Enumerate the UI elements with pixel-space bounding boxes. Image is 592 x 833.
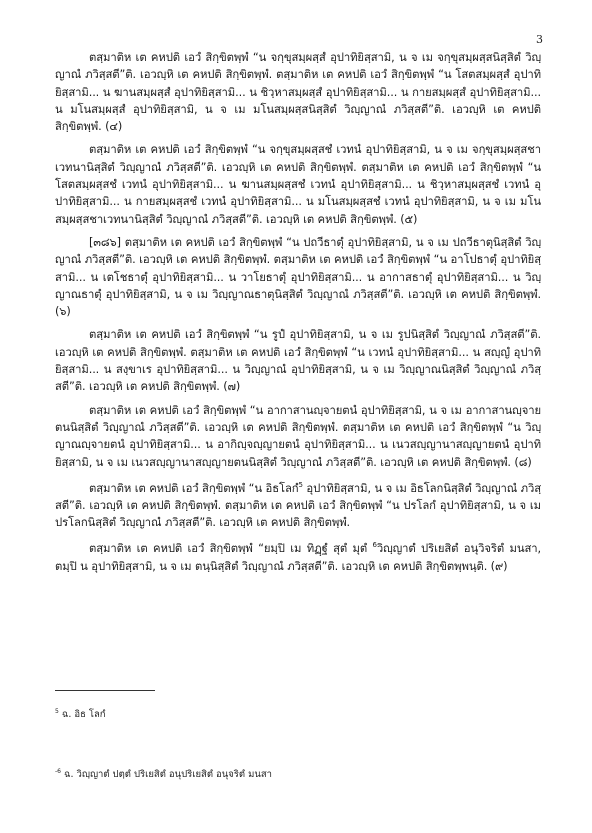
paragraph-4: ตสฺมาติห เต คหปติ เอวํ สิกฺขิตพฺพํ “น จกฺขุสมฺผสฺสํ อุปาทิยิสฺสามิ, น จ เม จกฺขุสมฺผสฺสนิสฺสิตํ วิญฺญาณํ ภวิสฺสตี”ติ. เอวญฺหิ เต คหปติ สิกฺขิตพฺพํ. ตสฺมาติห เต คหปติ เอวํ สิกฺขิตพฺพํ “น โสตสมฺผสฺสํ อุปาทิยิสฺสามิ... น ฆานสมฺผสฺสํ อุปาทิยิสฺสามิ... น ชิวฺหาสมฺผสฺสํ อุปาทิยิสฺสามิ... น กายสมฺผสฺสํ อุปาทิยิสฺสามิ... น มโนสมฺผสฺสํ อุปาทิยิสฺสามิ, น จ เม มโนสมฺผสฺสนิสฺสิตํ วิญฺญาณํ ภวิสฺสตี”ติ. เอวญฺหิ เต คหปติ สิกฺขิตพฺพํ. (๔) [55,51,541,134]
page-number: 3 [536,33,543,46]
paragraph-text: ตสฺมาติห เต คหปติ เอวํ สิกฺขิตพฺพํ “น อิธโลกํ [89,481,299,495]
paragraph-9 [55,537,541,574]
footnote-ref[interactable]: 6 [372,541,377,550]
paragraph-text: วิญฺญาตํ ปริเยสิตํ อนุวิจริตํ มนสา, ตมฺปิ น อุปาทิยิสฺสามิ, น จ เม ตนฺนิสฺสิตํ วิญฺญาณํ ภวิสฺสตี”ติ. เอวญฺหิ เต คหปติ สิกฺขิตพฺพนฺติ. (๙) [55,542,541,573]
paragraph-6: [๓๘๖] ตสฺมาติห เต คหปติ เอวํ สิกฺขิตพฺพํ “น ปถวีธาตุํ อุปาทิยิสฺสามิ, น จ เม ปถวีธาตุนิสฺสิตํ วิญฺญาณํ ภวิสฺสตี”ติ. เอวญฺหิ เต คหปติ สิกฺขิตพฺพํ. ตสฺมาติห เต คหปติ เอวํ สิกฺขิตพฺพํ “น อาโปธาตุํ อุปาทิยิสฺสามิ... น เตโชธาตุํ อุปาทิยิสฺสามิ... น วาโยธาตุํ อุปาทิยิสฺสามิ... น อากาสธาตุํ อุปาทิยิสฺสามิ... น วิญฺญาณธาตุํ อุปาทิยิสฺสามิ, น จ เม วิญฺญาณธาตุนิสฺสิตํ วิญฺญาณํ ภวิสฺสตี”ติ. เอวญฺหิ เต คหปติ สิกฺขิตพฺพํ. (๖) [55,235,541,319]
paragraph-idhaloka [55,477,541,532]
paragraph-7: ตสฺมาติห เต คหปติ เอวํ สิกฺขิตพฺพํ “น รูปํ อุปาทิยิสฺสามิ, น จ เม รูปนิสฺสิตํ วิญฺญาณํ ภวิสฺสตี”ติ. เอวญฺหิ เต คหปติ สิกฺขิตพฺพํ. ตสฺมาติห เต คหปติ เอวํ สิกฺขิตพฺพํ “น เวทนํ อุปาทิยิสฺสามิ... น สญฺญํ อุปาทิยิสฺสามิ... น สงฺขาเร อุปาทิยิสฺสามิ... น วิญฺญาณํ อุปาทิยิสฺสามิ, น จ เม วิญฺญาณนิสฺสิตํ วิญฺญาณํ ภวิสฺสตี”ติ. เอวญฺหิ เต คหปติ สิกฺขิตพฺพํ. (๗) [55,328,541,394]
paragraph-5: ตสฺมาติห เต คหปติ เอวํ สิกฺขิตพฺพํ “น จกฺขุสมฺผสฺสชํ เวทนํ อุปาทิยิสฺสามิ, น จ เม จกฺขุสมฺผสฺสชาเวทนานิสฺสิตํ วิญฺญาณํ ภวิสฺสตี”ติ. เอวญฺหิ เต คหปติ สิกฺขิตพฺพํ. ตสฺมาติห เต คหปติ เอวํ สิกฺขิตพฺพํ “น โสตสมฺผสฺสชํ เวทนํ อุปาทิยิสฺสามิ... น ฆานสมฺผสฺสชํ เวทนํ อุปาทิยิสฺสามิ... น ชิวฺหาสมฺผสฺสชํ เวทนํ อุปาทิยิสฺสามิ... น กายสมฺผสฺสชํ เวทนํ อุปาทิยิสฺสามิ... น มโนสมฺผสฺสชํ เวทนํ อุปาทิยิสฺสามิ, น จ เม มโนสมฺผสฺสชาเวทนานิสฺสิตํ วิญฺญาณํ ภวิสฺสตี”ติ. เอวญฺหิ เต คหปติ สิกฺขิตพฺพํ. (๕) [55,143,541,226]
paragraph-text: อุปาทิยิสฺสามิ, น จ เม อิธโลกนิสฺสิตํ วิญฺญาณํ ภวิสฺสตี”ติ. เอวญฺหิ เต คหปติ สิกฺขิตพฺพํ. ตสฺมาติห เต คหปติ เอวํ สิกฺขิตพฺพํ “น ปรโลกํ อุปาทิยิสฺสามิ, น จ เม ปรโลกนิสฺสิตํ วิญฺญาณํ ภวิสฺสตี”ติ. เอวญฺหิ เต คหปติ สิกฺขิตพฺพํ. [55,481,541,530]
footnote-text: ฉ. วิญฺญาตํ ปตฺตํ ปริเยสิตํ อนุปริเยสิตํ อนุจริตํ มนสา [60,769,272,781]
footnote-mark: -6 [55,768,61,775]
footnote-text: ฉ. อิธ โลกํ [58,709,106,721]
footnote-divider [55,690,155,691]
paragraph-8: ตสฺมาติห เต คหปติ เอวํ สิกฺขิตพฺพํ “น อากาสานญฺจายตนํ อุปาทิยิสฺสามิ, น จ เม อากาสานญฺจายตนนิสฺสิตํ วิญฺญาณํ ภวิสฺสตี”ติ. เอวญฺหิ เต คหปติ สิกฺขิตพฺพํ. ตสฺมาติห เต คหปติ เอวํ สิกฺขิตพฺพํ “น วิญฺญาณญฺจายตนํ อุปาทิยิสฺสามิ... น อากิญฺจญฺญายตนํ อุปาทิยิสฺสามิ... น เนวสญฺญานาสญฺญายตนํ อุปาทิยิสฺสามิ, น จ เม เนวสญฺญานาสญฺญายตนนิสฺสิตํ วิญฺญาณํ ภวิสฺสตี”ติ. เอวญฺหิ เต คหปติ สิกฺขิตพฺพํ. (๘) [55,403,541,469]
footnote-5 [55,705,106,721]
paragraph-text: ตสฺมาติห เต คหปติ เอวํ สิกฺขิตพฺพํ “ยมฺปิ เม ทิฏฺฐํ สุตํ มุตํ [89,542,373,556]
document-body [55,49,541,581]
footnote-6 [55,765,272,781]
footnote-mark: 5 [55,708,59,715]
footnote-ref[interactable]: 5 [298,480,303,489]
